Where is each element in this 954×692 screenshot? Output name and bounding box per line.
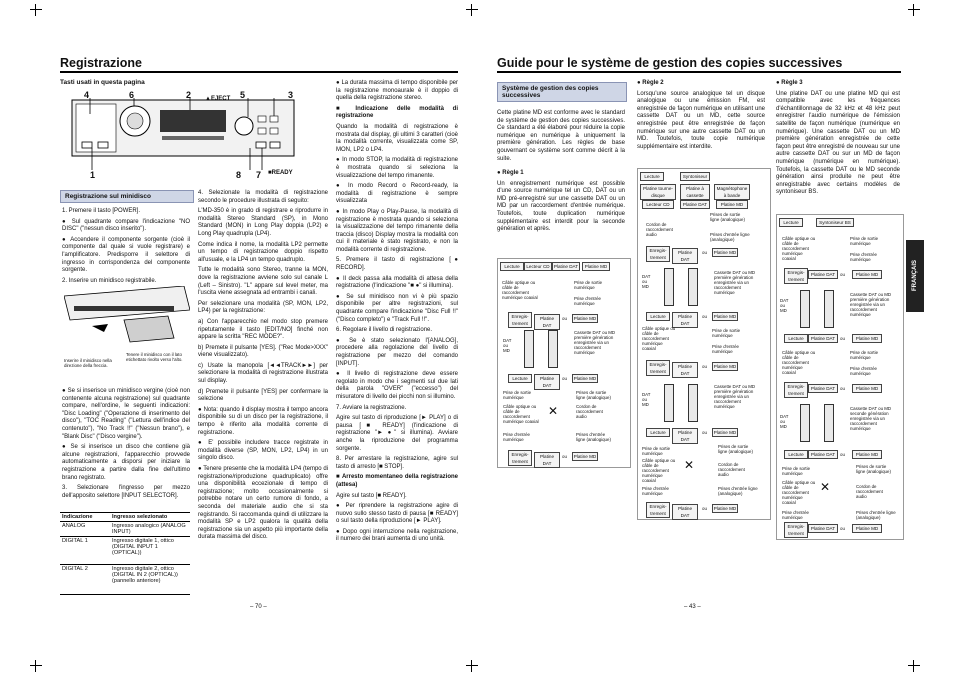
col3-bullet: ● La durata massima di tempo disponibile per la registrazione monoaurale è il doppio di quella della registrazione stereo. [336,80,458,102]
rule3-block [776,80,900,200]
diagram-label-out: Prise de sortie numérique [503,390,532,400]
callout-eject: ▲EJECT [205,96,231,102]
diagram-box-lecture: Lecture [784,450,808,459]
diagram-label-out: Prise de sortie numérique [850,350,879,360]
col3-para: Agire sul tasto di riproduzione [► PLAY] o di pausa [■ READY] (l'indicazione di registrazione "► ●" si illumina). Avviare anche la riproduzione del programma sorgente. [336,415,458,452]
step-8: 8. Per arrestare la registrazione, agire sul tasto di arresto [■ STOP]. [336,456,458,470]
diagram-label-cable: Câble optique ou câble de raccordement numérique coaxial [782,350,816,375]
step-2: 2. Inserire un minidisco registrabile. [62,277,157,284]
table-header-row [60,513,190,522]
rule2-text: Lorsqu'une source analogique tel un disque analogique ou une émission FM, est enregistrée de façon numérique en utilisant une cassette DAT ou un MD, cette source enregistrée peut être enregistrée de façon numérique sur une autre cassette DAT ou un MD. Toutefois, toute copie numérique supplémentaire est interdite. [637,90,765,150]
table-row [60,522,190,537]
diagram-box-enregistrement: Enregis-trement [646,360,670,376]
diagram-box-lecture: Lecture [646,312,670,321]
callout-1: 1 [90,170,96,180]
diagram-box-lecture: Lecture [508,374,532,383]
insert-direction-label: Inserire il minidisco nella direzione della freccia. [64,358,112,368]
col2-recording-mode [198,190,328,545]
rule1-title: ● Règle 1 [497,170,524,176]
crop-mark [30,660,42,672]
diagram-dat-md: DAT ou MD [642,274,651,289]
diagram-label-cord: Cordon de raccordement audio [646,222,673,237]
col3-bullet: ● Se sul minidisco non vi è più spazio disponibile per altre registrazioni, sul quadrante compare l'indicazione "Disc Full !!" ("Disco completo") e "Track Full !!". [336,293,459,323]
rule3-title: ● Règle 3 [776,80,803,86]
rule3-title-text: Règle 3 [781,80,803,86]
col3-bullet: ● Il deck passa alla modalità di attesa della registrazione (l'indicazione "■ ●" si illumina). [336,275,458,290]
col3-bullet-text: Se è stato selezionato l'[ANALOG], procedere alla regolazione del livello di registrazione per mezzo del comando [INPUT]. [336,337,458,367]
diagram-label-cable: Câble optique ou câble de raccordement numérique coaxial [642,326,676,351]
cassette-icon [824,290,834,328]
col1-steps [62,208,190,288]
table-header-input: Ingresso selezionato [110,513,190,522]
diagram-ou: ou [840,526,845,531]
diagram-label-gen1: Cassette DAT ou MD première génération enregistrée via un raccordement numérique [850,292,892,317]
cassette-icon [664,268,674,306]
diagram-box-enregistrement: Enregis-trement [646,502,670,518]
diagram-label-out: Prise de sortie numérique [574,280,603,290]
diagram-ou: ou [702,364,707,369]
diagram-box-md: Platine MD [852,384,882,393]
eject-label: EJECT [210,96,231,102]
col3-recording [336,80,458,547]
diagram-dat-md: DAT ou MD [780,298,789,313]
device-illustration [62,92,302,172]
diagram-box-dat: Platine DAT [534,374,560,390]
rule3-text: Une platine DAT ou une platine MD qui est compatible avec les fréquences d'échantillonnage de 32 kHz et 48 kHz peut enregistrer l'audio numérique de l'émission satellite de façon numérique (numérique en numérique). Une cassette DAT ou un MD première génération enregistrée de cette façon peut être enregistré de nouveau sur une autre cassette DAT ou sur un MD de façon numérique (numérique en numérique). Toutefois, la cassette DAT ou le MD seconde génération ainsi produite ne peut être enregistrable avec certains modèles de syntoniseur BS. [776,90,900,196]
callout-6: 6 [129,90,135,100]
page-title: Registrazione [60,56,142,70]
diagram-label-cord: Cordon de raccordement audio [856,484,883,499]
bullet-blank-disc-text: Se si inserisce un minidisco vergine (cioè non contenente alcuna registrazione) sul quadrante compare, nell'ordine, le seguenti indicazioni: "Disc Loading" ("Operazione di inserimento del disco"), "TOC Reading" ("Lettura dell'indice del contenuto"), "No Track !!" ("Nessun brano"), e "Blank Disc" ("Disco vergine"). [62,388,190,440]
col3-bullet: ● Dopo ogni interruzione nella registrazione, il numero dei brani aumenta di uno unità. [336,528,458,543]
diagram-label-cord: Cordon de raccordement audio [718,462,745,477]
diagram-box-turntable: Platine tourne-disque [640,184,676,200]
diagram-box-dat: Platine DAT [808,524,838,533]
diagram-label-in: Prise d'entrée numérique [850,366,877,376]
diagram-label-in: Prise d'entrée numérique [850,252,877,262]
section-header-minidisc: Registrazione sul minidisco [60,190,194,203]
diagram-box-lecture: Lecture [779,218,803,227]
diagram-label-in: Prise d'entrée numérique [712,344,739,354]
callout-7: 7 [256,170,262,180]
col3-bullet: ● In modo STOP, la modalità di registrazione è mostrata quando si seleziona la visualizzazione del tempo rimanente. [336,157,458,179]
copy-intro: Cette platine MD est conforme avec le standard de système de gestion des copies successives. Ce standard a été élaboré pour réduire la copie numérique en numérique à uniquement la première génération. Les règles de base gouvernant ce système sont comme décrit à la suite. [497,110,625,162]
bullet-blank-disc: ● Se si inserisce un minidisco vergine (cioè non contenente alcuna registrazione) sul quadrante compare, nell'ordine, le seguenti indicazioni: "Disc Loading" ("Operazione di inserimento del disco"), "TOC Reading" ("Lettura dell'indice del contenuto"), "No Track !!" ("Nessun brano"), e "Blank Disc" ("Disco vergine"). [62,388,190,440]
diagram-label-out: Prise de sortie numérique [712,328,741,338]
diagram-ou: ou [840,452,845,457]
diagram-label-cable: Câble optique ou câble de raccordement numérique coaxial [782,480,816,505]
prohibited-cross-icon: ✕ [548,404,559,418]
diagram-box-enregistrement: Enregis-trement [646,246,670,262]
diagram-label-out: Prise de sortie numérique [642,446,671,456]
diagram-label-in: Prise d'entrée numérique [782,510,809,520]
rule1-block [497,170,625,237]
step-1: 1. Premere il tasto [POWER]. [62,208,141,214]
diagram-ou: ou [840,386,845,391]
diagram-label-analog-in: Prises d'entrée ligne (analogique) [856,510,896,520]
diagram-dat-md: DAT ou MD [780,414,789,429]
diagram-box-md: Platine MD [852,334,882,343]
callout-5: 5 [240,90,246,100]
diagram-box-md: Platine MD [852,270,882,279]
cassette-icon [824,404,834,442]
diagram-box-md: Platine MD [713,506,737,511]
callout-8: 8 [236,170,242,180]
diagram-box-lecture: Lecture [640,172,664,181]
col2-bullet: ● Tenere presente che la modalità LP4 (tempo di registrazione/riproduzione quadruplicato) offre una disponibilità eccezionale di tempo di registrazione; molto occasionalmente si potrebbe notare un certo rumore di fondo, a seconda del materiale audio che si sta registrando. Si raccomanda quindi di utilizzare la modalità SP e LP2 qualora la qualità della registrazione sia un aspetto più importante della durata massima del disco. [198,466,329,541]
col3-bullet-text: Il livello di registrazione deve essere regolato in modo che i segmenti sul due lati della parola "OVER" ("eccesso") del misuratore di livello dei picchi non si illumino. [336,371,458,400]
diagram-label-gen1: Cassette DAT ou MD première génération enregistrée via un raccordement numérique [714,270,756,295]
col3-bullet: ● In modo Record o Record-ready, la modalità di registrazione è sempre visualizzata [336,183,458,205]
diagram-box-md: Platine MD [713,430,737,435]
diagram-box-dat: Platine DAT [808,270,838,279]
crop-mark [466,660,478,672]
diagram-label-gen1: Cassette DAT ou MD première génération enregistrée via un raccordement numérique [574,330,616,355]
bullet-recorded-disc: ● Se si inserisce un disco che contiene già alcune registrazioni, l'apparecchio provvede automaticamente a disporsi per iniziare la registrazione a partire dalla fine dell'ultimo brano registrato. [62,444,190,481]
diagram-box-lecture: Lecture [784,334,808,343]
diagram-label-cable: Câble optique ou câble de raccordement numérique coaxial [503,404,539,424]
diagram-ou: ou [702,314,707,319]
cassette-icon [688,384,698,422]
col2-bullet-text: E' possibile includere tracce registrate in modalità diverse (SP, MON, LP2, LP4) in un singolo disco. [198,440,328,462]
col2-step-d: d) Premete il pulsante [YES] per confermare la selezione [198,388,328,403]
diagram-label-out: Prise de sortie numérique [782,466,811,476]
diagram-box-dat: Platine DAT [534,452,560,468]
diagram-ou: ou [562,376,567,381]
diagram-box-md: Platine MD [713,250,737,255]
diagram-dat-md: DAT ou MD [503,338,512,353]
diagram-box-md: Platine MD [573,376,597,381]
diagram-box-enregistrement: Enregis-trement [784,268,808,284]
rule1-title-text: Règle 1 [502,170,524,176]
col3-bullet-text: Se sul minidisco non vi è più spazio disponibile per altre registrazioni, sul quadrante compare l'indicazione "Disc Full !!" ("Disco completo") e "Track Full !!". [336,293,459,323]
diagram-ou: ou [702,250,707,255]
crop-mark [466,4,478,16]
diagram-ou: ou [702,506,707,511]
diagram-box-dat: Platine DAT [808,450,838,459]
col1-bullets [62,388,190,503]
diagram-box-dat: Platine DAT [680,200,710,209]
col3-bullet-text: La durata massima di tempo disponibile per la registrazione monoaurale è il doppio di quella della registrazione stereo. [336,80,458,102]
cassette-icon [548,330,558,368]
diagram-dat-md: DAT ou MD [642,392,651,407]
diagram-box-dat: Platine DAT [672,312,698,328]
table-row [60,537,190,565]
cassette-icon [688,268,698,306]
diagram-box-md: Platine MD [582,262,610,271]
diagram-box-dat: Platine DAT [672,248,698,264]
diagram-box-dat: Platine DAT [672,504,698,520]
step-1-bullet-b-text: Accendere il componente sorgente (cioè il componente dal quale si vuole registrare) e l'amplificatore. Predisporre il selettore di ingresso in corrispondenza del componente sorgente. [62,236,191,274]
diagram-ou: ou [562,454,567,459]
callout-2: 2 [186,90,192,100]
diagram-box-dat: Platine DAT [672,428,698,444]
diagram-label-gen2: Cassette DAT ou MD seconde génération enregistrée via un raccordement numérique [850,406,892,431]
diagram-box-lecture: Lecture [646,428,670,437]
diagram-box-md: Platine MD [852,450,882,459]
rule1-text: Un enregistrement numérique est possible d'une source numérique tel un CD, DAT ou un MD pré-enregistré sur une cassette DAT ou un MD par un raccordement d'entrée numérique. Toutefois, toute duplication numérique supplémentaire est interdit pour la seconde génération et après. [497,180,625,233]
diagram-box-md: Platine MD [573,454,597,459]
diagram-label-analog-in: Prises d'entrée ligne (analogique) [718,486,758,496]
diagram-box-enregistrement: Enregis-trement [784,522,808,538]
diagram-box-tape: Magnétophone à bande [714,184,750,200]
table-cell: Ingresso analogico (ANALOG INPUT) [110,522,190,537]
rule2-title: ● Règle 2 [637,80,664,86]
diagram-ou: ou [840,336,845,341]
diagram-label-analog-out: Prises de sortie ligne (analogique) [576,390,611,400]
table-cell: ANALOG [60,522,110,537]
diagram-label-analog-out: Prises de sortie ligne (analogique) [718,444,753,454]
diagram-label-analog-out: Prises de sortie ligne (analogique) [856,464,891,474]
col2-bullet-text: Nota: quando il display mostra il tempo ancora disponibile su di un disco per la registrazione, il tempo è riferito alla modalità corrente di registrazione. [198,406,329,436]
diagram-box-cassette: Platine à cassette [680,184,710,200]
col3-bullet-text: In modo Play o Play-Pause, la modalità di registrazione è mostrata quando si seleziona la visualizzazione del tempo rimanente della traccia (disco) Display mostra la modalità con cui il materiale è stato registrato, e non la modalità corrente di registrazione. [336,208,458,253]
col3-bullet: ● Se è stato selezionato l'[ANALOG], procedere alla regolazione del livello di registrazione per mezzo del comando [INPUT]. [336,337,458,367]
diagram-ou: ou [562,316,567,321]
page-number-right: – 43 – [684,604,701,610]
cassette-icon [800,290,810,328]
col3-bullet-text: Il deck passa alla modalità di attesa della registrazione (l'indicazione "■ ●" si illumina). [336,275,458,290]
diagram-box-dat: Platine DAT [808,384,838,393]
diagram-label-cable: Câble optique ou câble de raccordement numérique coaxial [642,458,676,483]
table-cell: Ingresso digitale 1, ottico (DIGITAL INPUT 1 (OPTICAL)) [110,537,190,565]
language-tab: FRANÇAIS [906,240,924,312]
buttons-caption: Tasti usati in questa pagina [60,79,145,86]
col2-step-c: c) Usate la manopola [◄◄TRACK►►] per selezionare la modalità di registrazione illustrata sul display. [198,362,328,385]
diagram-label-gen2: Cassette DAT ou MD première génération enregistrée via un raccordement numérique [714,384,756,409]
cassette-icon [524,330,534,368]
col3-para: Quando la modalità di registrazione è mostrata dal display, gli ultimi 3 caratteri (cioè la modalità corrente, visualizzata come SP, MON, LP2 o LP4. [336,123,458,153]
col3-bullet-text: In modo Record o Record-ready, la modalità di registrazione è sempre visualizzata [336,183,458,205]
diagram-box-md: Platine MD [713,364,737,369]
table-row [60,565,190,595]
diagram-box-bs-tuner: Syntoniseur BS [816,218,854,227]
step-6: 6. Regolare il livello di registrazione. [336,327,433,334]
diagram-box-md: Platine MD [573,316,597,321]
section-header-copy: Système de gestion des copies successives [497,82,627,102]
prohibited-cross-icon: ✕ [684,458,695,472]
step-1-bullet-a: ● Sul quadrante compare l'indicazione "NO DISC" ("nessun disco inserito"). [62,218,190,233]
diagram-label-in: Prise d'entrée numérique [642,486,669,496]
diagram-label-cord: Cordon de raccordement audio [576,404,603,419]
label-side-label: Tenere il minidisco con il lato etichettato rivolto verso l'alto. [126,352,183,362]
page-number-left: – 70 – [250,604,267,610]
diagram-box-tuner: Syntoniseur [680,172,710,181]
ready-label: READY [271,170,293,176]
table-cell: Ingresso digitale 2, ottico (DIGITAL IN 2 (OPTICAL)) (pannello anteriore) [110,565,190,595]
title-rule [60,71,458,73]
diagram-ou: ou [840,272,845,277]
col3-bullet-text: Per riprendere la registrazione agire di nuovo sullo stesso tasto di pausa [■ READY] o sul tasto della riproduzione [► PLAY]. [336,503,458,525]
diagram-box-lecture: Lecture [500,262,524,271]
diagram-label-out: Prise de sortie numérique [850,236,879,246]
diagram-label-analog-out: Prises de sortie ligne (analogique) [710,212,745,222]
diagram-label-analog-in: Prises d'entrée ligne (analogique) [710,232,750,242]
step-3: 3. Selezionare l'ingresso per mezzo dell'apposito selettore [INPUT SELECTOR]. [62,485,190,499]
cassette-icon [664,384,674,422]
diagram-box-md: Platine MD [716,200,748,209]
col2-para: L'MD-350 è in grado di registrare e riprodurre in modalità Stereo Standard (SP), in Mono Standard (MON) in Long Play doppia (LP2) e Long Play quadrupla (LP4). [198,208,328,237]
diagram-label-in: Prise d'entrée numérique [503,432,530,442]
step-1-bullet-b: ● Accendere il componente sorgente (cioè il componente dal quale si vuole registrare) e l'amplificatore. Predisporre il selettore di ingresso in corrispondenza del componente sorgente. [62,236,191,274]
diagram-label-cable: Câble optique ou câble de raccordement numérique coaxial [502,280,538,300]
col2-step-b: b) Premete il pulsante [YES]. ("Rec Mode>XXX" viene visualizzato). [198,344,328,359]
col2-para: Tutte le modalità sono Stereo, tranne la MON, dove la registrazione avviene solo sul canale L (Left – Sinistro). "L" appare sul level meter, ma l'uscita viene assegnata ad entrambi i canali. [198,267,328,297]
step-5: 5. Premere il tasto di registrazione [● RECORD]. [336,257,458,272]
col2-bullet-text: Tenere presente che la modalità LP4 (tempo di registrazione/riproduzione quadruplicato) offre una disponibilità eccezionale di tempo di registrazione; molto occasionalmente si potrebbe notare un certo rumore di fondo, a seconda del materiale audio che si sta registrando. Si raccomanda quindi di utilizzare la modalità SP e LP2 qualora la qualità della registrazione sia un aspetto più importante della durata massima del disco. [198,466,329,541]
callout-ready: ■READY [268,170,293,176]
col3-bullet: ● Il livello di registrazione deve essere regolato in modo che i segmenti sul due lati della parola "OVER" ("eccesso") del misuratore di livello dei picchi non si illumino. [336,371,458,400]
diagram-box-enregistrement: Enregis-trement [508,312,532,328]
diagram-box-dat: Platine DAT [808,334,838,343]
diagram-box-md: Platine MD [852,524,882,533]
diagram-ou: ou [702,430,707,435]
diagram-box-md: Platine MD [713,314,737,319]
col3-bullet-text: In modo STOP, la modalità di registrazione è mostrata quando si seleziona la visualizzazione del tempo rimanente. [336,157,458,179]
table-header-indication: Indicazione [60,513,110,522]
diagram-label-analog-in: Prises d'entrée ligne (analogique) [576,432,611,442]
diagram-label-cable: Câble optique ou câble de raccordement numérique coaxial [782,236,816,261]
col3-bullet-text: Dopo ogni interruzione nella registrazione, il numero dei brani aumenta di uno unità. [336,528,458,543]
crop-mark [908,4,920,16]
bullet-recorded-disc-text: Se si inserisce un disco che contiene già alcune registrazioni, l'apparecchio provvede automaticamente a disporsi per iniziare la registrazione a partire dalla fine dell'ultimo brano registrato. [62,444,190,481]
diagram-label-in: Prise d'entrée numérique [574,296,601,306]
col3-para: Agire sul tasto [■ READY]. [336,492,407,499]
diagram-box-dat: Platine DAT [672,362,698,378]
table-cell: DIGITAL 1 [60,537,110,565]
col3-subheading: ■ Arresto momentaneo della registrazione (attesa) [336,474,458,488]
col2-bullet: ● Nota: quando il display mostra il tempo ancora disponibile su di un disco per la registrazione, il tempo è riferito alla modalità corrente di registrazione. [198,406,329,436]
col2-para: Come indica il nome, la modalità LP2 permette un tempo di registrazione doppio rispetto all'usuale, e la LP4 un tempo quadruplo. [198,241,328,263]
step-1-bullet-a-text: Sul quadrante compare l'indicazione "NO DISC" ("nessun disco inserito"). [62,218,190,233]
minidisc-insert-illustration [64,286,190,352]
callout-4: 4 [84,90,90,100]
diagram-box-dat: Platine DAT [553,264,579,269]
diagram-box-cd: Lecteur CD [642,200,674,209]
rule2-block [637,80,765,154]
table-cell: DIGITAL 2 [60,565,110,595]
cassette-icon [800,404,810,442]
col3-subheading: ■ Indicazione delle modalità di registrazione [336,105,458,120]
col2-bullet: ● E' possibile includere tracce registrate in modalità diverse (SP, MON, LP2, LP4) in un singolo disco. [198,440,328,462]
col3-bullet: ● In modo Play o Play-Pause, la modalità di registrazione è mostrata quando si seleziona la visualizzazione del tempo rimanente della traccia (disco) Display mostra la modalità con cui il materiale è stato registrato, e non la modalità corrente di registrazione. [336,208,458,253]
diagram-box-enregistrement: Enregis-trement [784,382,808,398]
step-7: 7. Avviare la registrazione. [336,404,407,411]
col2-step-a: a) Con l'apparecchio nel modo stop premere ripetutamente il tasto [EDIT/NO] finché non appare la scritta "REC MODE?". [198,318,328,341]
callout-3: 3 [288,90,294,100]
diagram-box-cd: Lecteur CD [524,262,552,271]
crop-mark [908,660,920,672]
prohibited-cross-icon: ✕ [820,480,831,494]
crop-mark [30,4,42,16]
page-title-right: Guide pour le système de gestion des copies successives [497,56,843,70]
col3-bullet: ● Per riprendere la registrazione agire di nuovo sullo stesso tasto di pausa [■ READY] o sul tasto della riproduzione [► PLAY]. [336,503,458,525]
input-table [60,512,190,595]
diagram-box-dat: Platine DAT [534,314,560,330]
col2-para: Per selezionare una modalità (SP, MON, LP2, LP4) per la registrazione: [198,300,328,315]
rule2-title-text: Règle 2 [642,80,664,86]
title-rule-right [497,71,901,73]
step-4: 4. Selezionate la modalità di registrazione secondo le procedure illustrata di seguito: [198,190,328,204]
diagram-box-enregistrement: Enregis-trement [508,450,532,466]
